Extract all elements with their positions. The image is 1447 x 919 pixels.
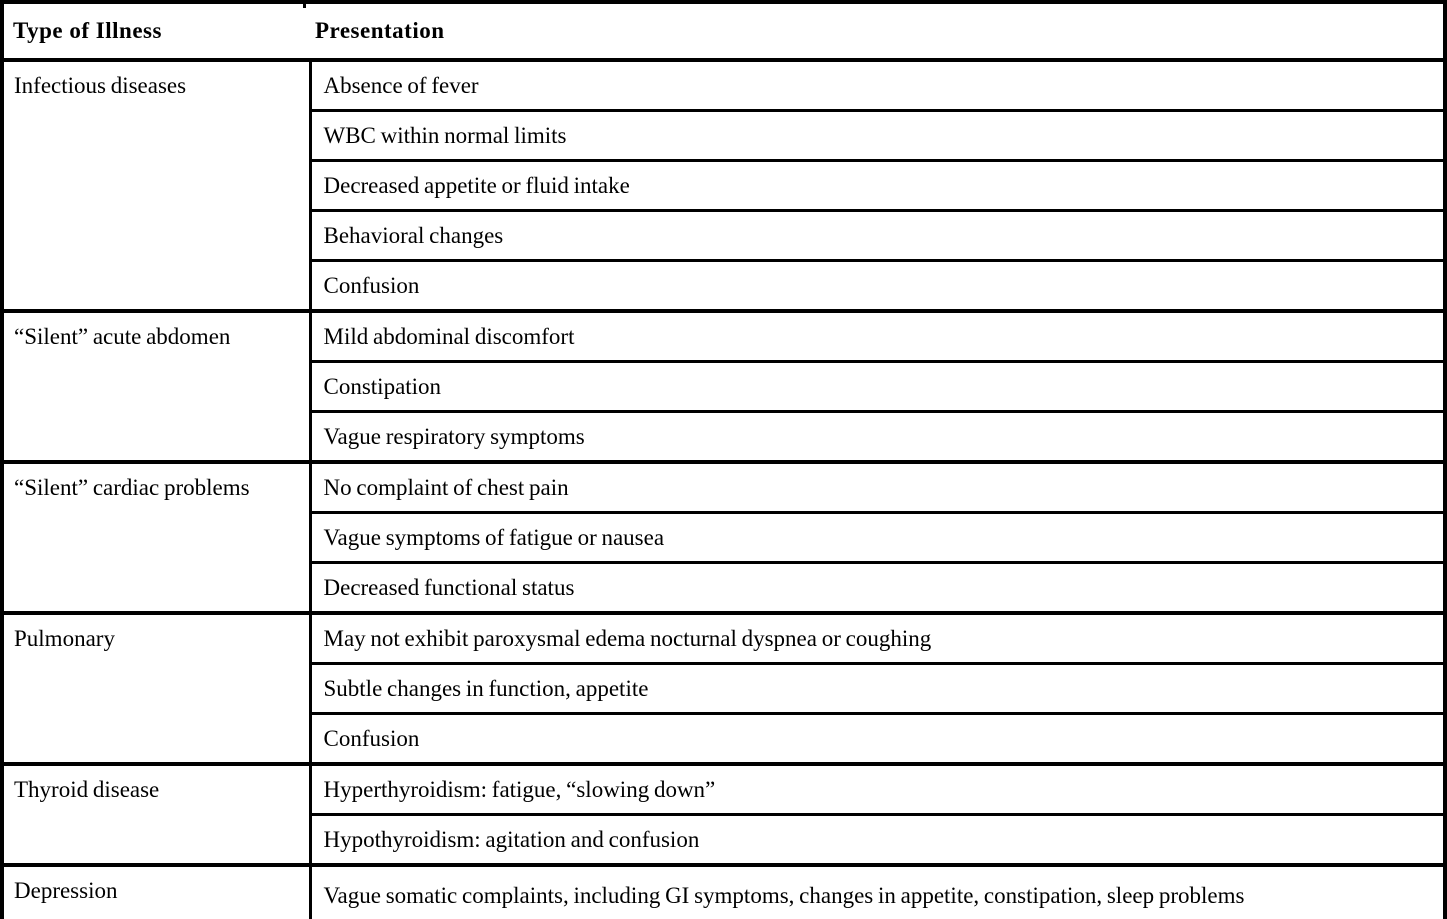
presentation-cell: Mild abdominal discomfort [310,311,1445,362]
illness-type-cell: Thyroid disease [2,764,310,865]
presentation-cell: Vague respiratory symptoms [310,412,1445,463]
presentation-cell: Confusion [310,714,1445,765]
illness-type-cell: Infectious diseases [2,60,310,311]
illness-type-cell: Pulmonary [2,613,310,764]
header-row [2,2,1445,60]
presentation-cell: No complaint of chest pain [310,462,1445,513]
presentation-cell: Hyperthyroidism: fatigue, “slowing down” [310,764,1445,815]
presentation-cell: Behavioral changes [310,211,1445,261]
group-row-first [2,462,1445,513]
illness-type-cell: Depression [2,865,310,919]
illness-type-cell: “Silent” acute abdomen [2,311,310,462]
presentation-cell: Subtle changes in function, appetite [310,664,1445,714]
header-type-of-illness: Type of Illness [2,2,310,60]
group-row-first [2,311,1445,362]
presentation-cell: Vague symptoms of fatigue or nausea [310,513,1445,563]
group-row-first [2,865,1445,919]
illness-type-cell: “Silent” cardiac problems [2,462,310,613]
presentation-cell: Confusion [310,261,1445,312]
presentation-cell: Hypothyroidism: agitation and confusion [310,815,1445,866]
presentation-cell: Decreased functional status [310,563,1445,614]
group-row-first [2,60,1445,111]
presentation-cell: May not exhibit paroxysmal edema nocturnal dyspnea or coughing [310,613,1445,664]
group-row-first [2,613,1445,664]
table-body [2,60,1445,919]
presentation-cell: Constipation [310,362,1445,412]
presentation-cell: Vague somatic complaints, including GI symptoms, changes in appetite, constipation, sleep problems [310,865,1445,919]
column-divider-top-tick [303,0,306,8]
presentation-cell: Decreased appetite or fluid intake [310,161,1445,211]
presentation-cell: WBC within normal limits [310,111,1445,161]
presentation-cell: Absence of fever [310,60,1445,111]
group-row-first [2,764,1445,815]
header-presentation: Presentation [310,2,1445,60]
